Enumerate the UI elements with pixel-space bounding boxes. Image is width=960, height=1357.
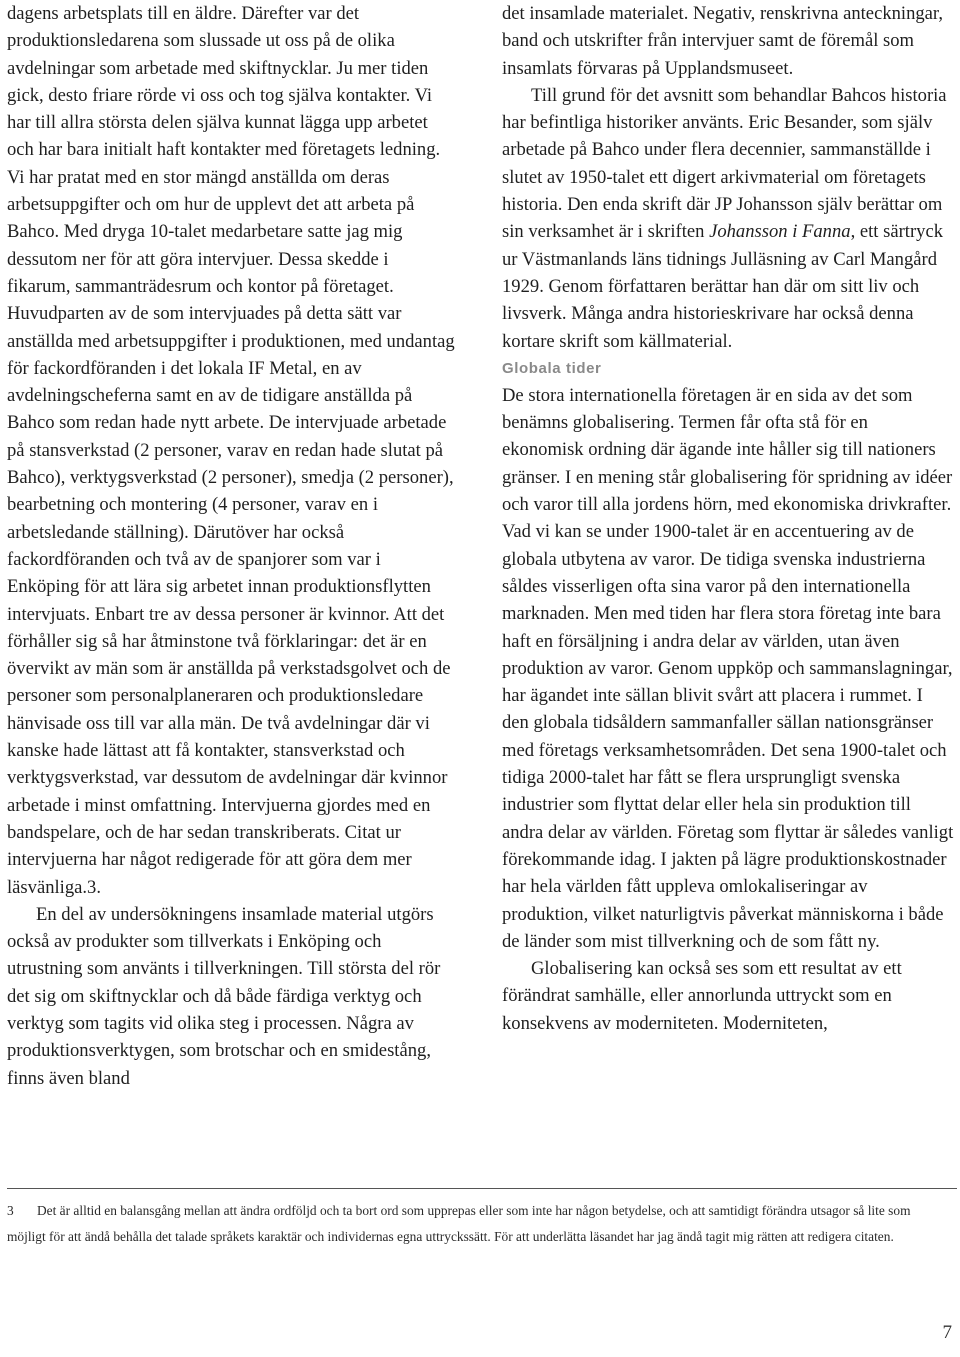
left-paragraph-1: dagens arbetsplats till en äldre. Därefter var det produktionsledarena som slussade ut oss på de olika avdelningar som arbetade med skiftnycklar. Ju mer tiden gick, desto friare rörde vi oss och tog själva kontakter. Vi har till allra största delen själva kunnat lägga upp arbetet och har bara initialt haft kontakter med företagets ledning. Vi har pratat med en stor mängd anställda om deras arbetsuppgifter och om hur de upplevt det att arbeta på Bahco. Med dryga 10-talet medarbetare satte jag mig dessutom ner för att göra intervjuer. Dessa skedde i fikarum, sammanträdesrum och kontor på företaget. Huvudparten av de som intervjuades på detta sätt var anställda med arbetsuppgifter i produktionen, med undantag för fackordföranden i det lokala IF Metal, en av avdelningscheferna samt en av de tidigare anställda på Bahco som redan hade nytt arbete. De intervjuade arbetade på stansverkstad (2 personer, varav en redan hade slutat på Bahco), verktygsverkstad (2 personer), smedja (2 personer), bearbetning och montering (4 personer, varav en i arbetsledande ställning). Därutöver har också fackordföranden och två av de spanjorer som var i Enköping för att lära sig arbetet innan produktionsflytten intervjuats. Enbart tre av dessa personer är kvinnor. Att det förhåller sig så har åtminstone två förklaringar: det är en övervikt av män som är anställda på verkstadsgolvet och de personer som personalplaneraren och produktionsledare hänvisade oss till var alla män. De två avdelningar där vi kanske hade lättast att få kontakter, stansverkstad och verktygsverkstad, var dessutom de avdelningar där kvinnor arbetade i minst omfattning. Intervjuerna gjordes med en bandspelare, och de har sedan transkriberats. Citat ur intervjuerna har något redigerade för att göra dem mer läsvänliga.3. [7, 3, 455, 898]
paragraph-2-text-end: , ett särtryck ur Västmanlands läns tidnings Julläsning av Carl Mangård 1929. Genom författaren berättar han där om sitt liv och livsverk. Många andra historieskrivare har också denna kortare skrift som källmaterial. [502, 221, 943, 352]
right-paragraph-4: Globalisering kan också ses som ett resultat av ett förändrat samhälle, eller annorlunda uttryckt som en konsekvens av moderniteten. Moderniteten, [502, 958, 902, 1034]
footnote-number: 3 [7, 1203, 14, 1218]
page-number: 7 [942, 1322, 952, 1343]
left-column [7, 0, 455, 1092]
right-paragraph-3: De stora internationella företagen är en sida av det som benämns globalisering. Termen får ofta stå för en ekonomisk ordning där ägande inte håller sig till nationers gränser. I en mening står globalisering för spridning av idéer och varor till alla jordens hörn, med ekonomiska drivkrafter. Vad vi kan se under 1900-talet är en accentuering av de globala utbytena av varor. De tidiga svenska industrierna såldes visserligen ofta sina varor på den internationella marknaden. Men med tiden har flera stora företag inte bara haft en försäljning i andra delar av världen, utan även produktion av varor. Genom uppköp och sammanslagningar, har ägandet inte sällan blivit svårt att placera i rummet. I den globala tidsåldern sammanfaller sällan nationsgränser med företags verksamhetsområden. Det sena 1900-talet och tidiga 2000-talet har fått se flera ursprungligt svenska industrier som flyttat delar eller hela sin produktion till andra delar av världen. Företag som flyttar är således vanligt förekommande idag. I jakten på lägre produktionskostnader har hela världen fått uppleva omlokaliseringar av produktion, vilket naturligtvis påverkat människorna i både de länder som mist tillverkning och de som fått ny. [502, 384, 954, 952]
footnote-text: Det är alltid en balansgång mellan att ändra ordföljd och ta bort ord som upprepas eller som inte har någon betydelse, och att samtidigt förändra utsagor så lite som möjligt för att ändå behålla det talade språkets karaktär och individernas egna uttryckssätt. För att underlätta läsandet har jag ändå tagit mig rätten att redigera citaten. [7, 1203, 911, 1244]
cited-work-title: Johansson i Fanna [709, 221, 851, 243]
footnote [7, 1198, 952, 1250]
left-paragraph-2: En del av undersökningens insamlade material utgörs också av produkter som tillverkats i Enköping och utrustning som använts i tillverkningen. Till största del rör det sig om skiftnycklar och då både färdiga verktyg och verktyg som tagits vid olika steg i processen. Några av produktionsverktygen, som brotschar och en smidestång, finns även bland [7, 903, 441, 1089]
right-paragraph-2 [502, 82, 954, 355]
section-heading: Globala tider [502, 359, 602, 377]
paragraph-2-text-start: Till grund för det avsnitt som behandlar Bahcos historia har befintliga historiker använts. Eric Besander, som själv arbetade på Bahco under flera decennier, sammanställde i slutet av 1950-talet ett digert arkivmaterial om företagets historia. Den enda skrift där JP Johansson själv berättar om sin verksamhet är i skriften [502, 84, 947, 243]
right-paragraph-1: det insamlade materialet. Negativ, renskrivna anteckningar, band och utskrifter från intervjuer samt de föremål som insamlats förvaras på Upplandsmuseet. [502, 3, 944, 79]
footnote-divider [7, 1188, 957, 1189]
right-column [502, 0, 954, 1037]
